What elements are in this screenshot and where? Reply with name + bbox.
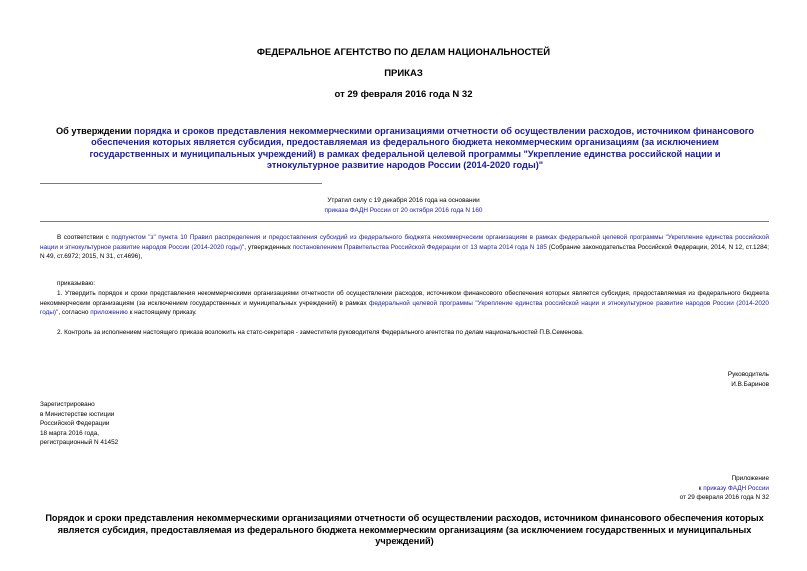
appendix-line-3: от 29 февраля 2016 года N 32 bbox=[679, 494, 769, 502]
item-1-appendix-link[interactable]: приложению bbox=[90, 309, 128, 317]
signature-name: И.В.Баринов bbox=[731, 380, 769, 388]
registration-line-5: регистрационный N 41452 bbox=[40, 439, 119, 447]
item-1-program-link[interactable]: федеральной целевой программы "Укрепление единства российской нации и этнокультурное развитие народов России (2014-2020 годы)" bbox=[40, 299, 769, 317]
appendix-line-2 bbox=[540, 484, 769, 494]
title-link[interactable]: порядка и сроков представления некоммерческими организациями отчетности об осуществлении расходов, источником финансового обеспечения которых является субсидия, предоставляемая из федерального бюджета некоммерческим организациям (за исключением государственных и муниципальных учреждений) в рамках федеральной целевой программы "Укрепление единства российской нации и этнокультурное развитие народов России (2014-2020 годы)" bbox=[89, 126, 755, 171]
registration-line-3: Российской Федерации bbox=[40, 420, 110, 428]
expired-link[interactable]: приказа ФАДН России от 20 октября 2016 года N 160 bbox=[324, 206, 483, 214]
section-divider bbox=[40, 221, 769, 222]
signature-role: Руководитель bbox=[727, 371, 769, 378]
registration-line-1: Зарегистрировано bbox=[40, 401, 95, 408]
appendix-order-link[interactable]: приказу ФАДН России bbox=[703, 484, 769, 492]
item-1-paragraph bbox=[40, 289, 769, 318]
doc-date-number: от 29 февраля 2016 года N 32 bbox=[334, 89, 473, 100]
preamble-decree-link[interactable]: постановлением Правительства Российской Федерации от 13 марта 2014 года N 185 bbox=[292, 243, 547, 251]
appendix-line-1: Приложение bbox=[731, 475, 769, 482]
expired-note bbox=[230, 196, 577, 215]
item-1-text-2: , согласно bbox=[58, 309, 91, 317]
preamble-text-1: В соответствии с bbox=[57, 234, 112, 241]
order-word: приказываю: bbox=[57, 280, 95, 287]
signature-block bbox=[560, 370, 769, 389]
registration-line-4: 18 марта 2016 года, bbox=[40, 429, 100, 437]
appendix-block bbox=[540, 474, 769, 503]
title-lead: Об утверждении bbox=[55, 126, 135, 136]
item-1-text-1: 1. Утвердить порядок и сроки представления некоммерческими организациями отчетности об осуществлении расходов, источником финансового обеспечения которых является субсидия, предоставляемая из федерального бюджета некоммерческим организациям (за исключением государственных и муниципальных учреждений) в рамках bbox=[40, 290, 769, 307]
agency-name: ФЕДЕРАЛЬНОЕ АГЕНТСТВО ПО ДЕЛАМ НАЦИОНАЛЬНОСТЕЙ bbox=[256, 47, 551, 58]
registration-block bbox=[40, 400, 260, 448]
doc-type: ПРИКАЗ bbox=[384, 68, 423, 79]
appendix-title: Порядок и сроки представления некоммерческими организациями отчетности об осуществлении расходов, источником финансового обеспечения которых является субсидия, предоставляемая из федерального бюджета некоммерческим организациям (за исключением государственных и муниципальных учреждений) bbox=[45, 513, 764, 547]
item-1-text-3: к настоящему приказу. bbox=[127, 309, 197, 317]
registration-line-2: в Министерстве юстиции bbox=[40, 410, 115, 418]
title-divider bbox=[40, 183, 322, 184]
preamble-rules-link[interactable]: подпунктом "з" пункта 10 Правил распределения и предоставления субсидий из федерального бюджета некоммерческим организациям в рамках федеральной целевой программы "Укрепление единства российской нации и этнокультурное развитие народов России (2014-2020 годы)" bbox=[40, 234, 770, 251]
appendix-line-2-text: к bbox=[698, 484, 704, 492]
expired-text: Утратил силу с 19 декабря 2016 года на основании bbox=[327, 197, 480, 204]
document-title bbox=[55, 126, 755, 172]
item-2-paragraph: 2. Контроль за исполнением настоящего приказа возложить на статс-секретаря - заместителя руководителя Федерального агентства по делам национальностей П.В.Семенова. bbox=[57, 329, 584, 336]
preamble-text-2: , утвержденных bbox=[244, 243, 293, 251]
preamble-paragraph bbox=[40, 233, 769, 262]
preamble-text-3: (Собрание законодательства Российской Федерации, 2014, N 12, ст.1284; N 49, ст.6972; 2015, N 31, ст.4696), bbox=[40, 243, 769, 261]
